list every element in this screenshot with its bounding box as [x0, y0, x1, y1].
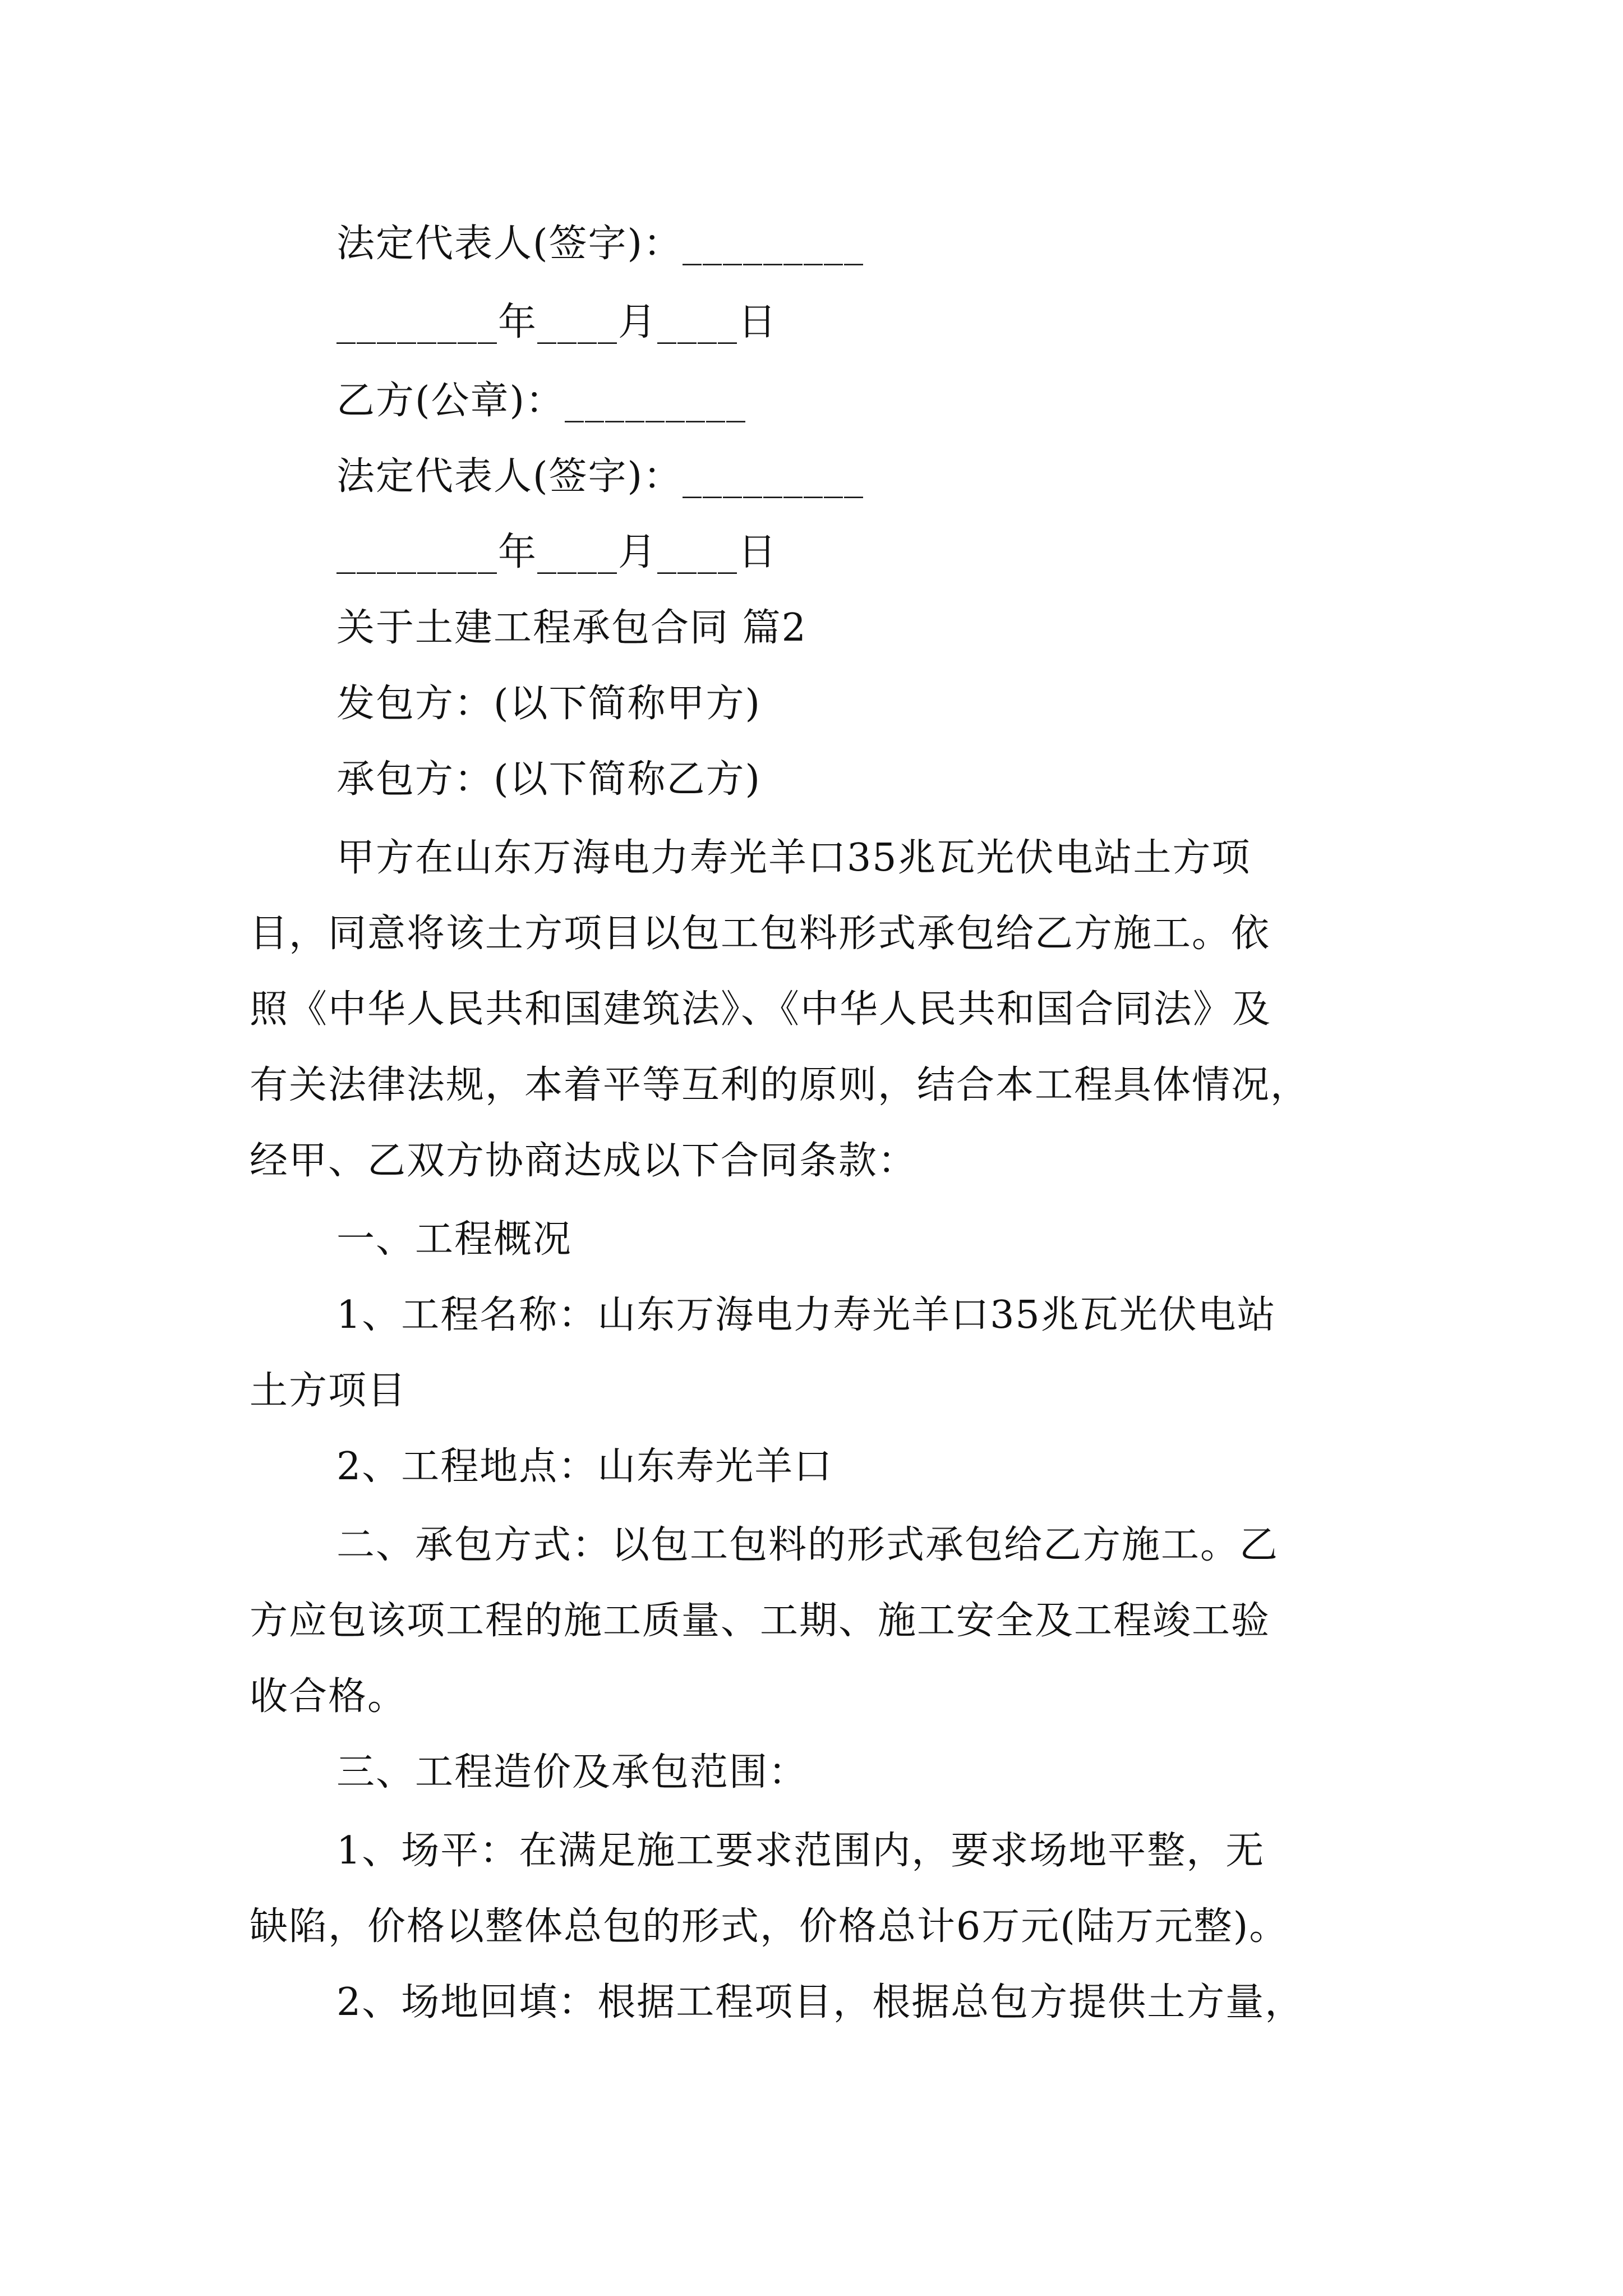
paragraph-line: 2、场地回填：根据工程项目，根据总包方提供土方量，	[336, 1980, 1304, 2024]
paragraph-line: 1、场平：在满足施工要求范围内，要求场地平整，无	[336, 1829, 1265, 1873]
section-title: 关于土建工程承包合同 篇2	[336, 606, 807, 650]
paragraph-line: 收合格。	[250, 1674, 407, 1719]
party-b-seal-line: 乙方(公章)：_________	[336, 379, 747, 423]
paragraph-line: 甲方在山东万海电力寿光羊口35兆瓦光伏电站土方项	[336, 836, 1251, 880]
date-line-a: ________年____月____日	[336, 300, 778, 344]
paragraph-line: 经甲、乙双方协商达成以下合同条款：	[250, 1139, 917, 1183]
paragraph-line: 照《中华人民共和国建筑法》、《中华人民共和国合同法》及	[250, 987, 1272, 1032]
paragraph-line: 2、工程地点：山东寿光羊口	[336, 1444, 833, 1489]
paragraph-line: 目，同意将该土方项目以包工包料形式承包给乙方施工。依	[250, 912, 1271, 956]
heading-pricing: 三、工程造价及承包范围：	[336, 1750, 808, 1795]
employer-line: 发包方：(以下简称甲方)	[336, 682, 762, 726]
paragraph-line: 有关法律法规，本着平等互利的原则，结合本工程具体情况，	[250, 1063, 1310, 1107]
contractor-line: 承包方：(以下简称乙方)	[336, 757, 762, 802]
paragraph-line: 方应包该项工程的施工质量、工期、施工安全及工程竣工验	[250, 1599, 1271, 1643]
signature-line-rep-a: 法定代表人(签字)：_________	[336, 222, 865, 266]
heading-overview: 一、工程概况	[336, 1217, 573, 1262]
paragraph-line: 土方项目	[250, 1369, 407, 1413]
paragraph-line: 二、承包方式：以包工包料的形式承包给乙方施工。乙	[336, 1523, 1279, 1567]
date-line-b: ________年____月____日	[336, 530, 778, 574]
signature-line-rep-b: 法定代表人(签字)：_________	[336, 454, 865, 499]
paragraph-line: 1、工程名称：山东万海电力寿光羊口35兆瓦光伏电站	[336, 1293, 1276, 1337]
paragraph-line: 缺陷，价格以整体总包的形式，价格总计6万元(陆万元整)。	[250, 1904, 1289, 1949]
